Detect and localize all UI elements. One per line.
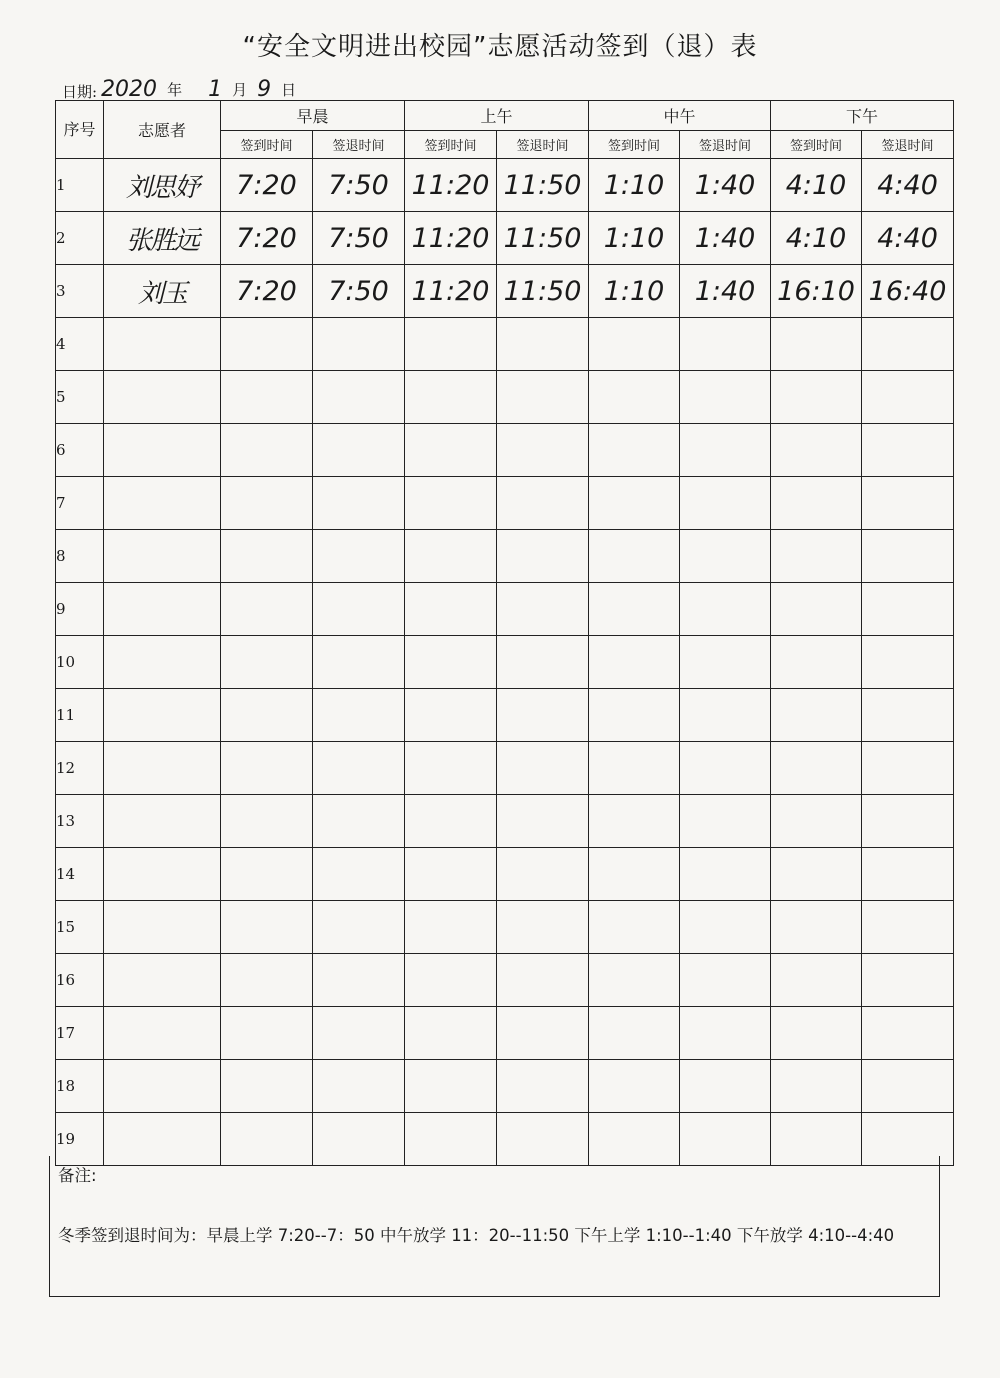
sign-out-time	[680, 742, 771, 795]
notes-text: 冬季签到退时间为：早晨上学 7:20--7：50 中午放学 11：20--11:50 下午上学 1:10--1:40 下午放学 4:10--4:40	[58, 1226, 895, 1245]
sign-out-time: 4:40	[862, 159, 954, 212]
sign-in-header: 签到时间	[771, 131, 862, 159]
seq-header: 序号	[56, 101, 104, 159]
notes-label: 备注:	[58, 1166, 97, 1185]
row-number: 8	[56, 530, 104, 583]
sign-in-time: 1:10	[589, 265, 680, 318]
sign-out-header: 签退时间	[680, 131, 771, 159]
sign-in-time	[221, 901, 313, 954]
sign-in-time	[221, 954, 313, 1007]
table-row	[56, 530, 954, 583]
volunteer-name	[104, 848, 221, 901]
sign-out-time	[497, 901, 589, 954]
sign-in-time	[589, 1060, 680, 1113]
volunteer-name	[104, 424, 221, 477]
row-number: 4	[56, 318, 104, 371]
volunteer-name: 刘玉	[104, 265, 221, 318]
row-number: 6	[56, 424, 104, 477]
table-row	[56, 795, 954, 848]
sign-out-time	[313, 742, 405, 795]
sign-in-time	[589, 530, 680, 583]
volunteer-name	[104, 636, 221, 689]
date-year-unit: 年	[167, 81, 183, 99]
date-month-unit: 月	[232, 81, 248, 99]
sign-out-time	[313, 583, 405, 636]
sign-out-time	[680, 371, 771, 424]
period-forenoon-header: 上午	[405, 101, 589, 131]
sign-in-time	[221, 583, 313, 636]
row-number: 1	[56, 159, 104, 212]
volunteer-name	[104, 583, 221, 636]
sign-in-time	[589, 583, 680, 636]
sign-out-time	[313, 954, 405, 1007]
table-row	[56, 1007, 954, 1060]
sign-in-time	[771, 583, 862, 636]
sign-in-time	[221, 689, 313, 742]
table-row	[56, 477, 954, 530]
period-noon-header: 中午	[589, 101, 771, 131]
sign-out-time: 16:40	[862, 265, 954, 318]
table-row	[56, 583, 954, 636]
sign-out-time	[680, 1007, 771, 1060]
sign-in-time	[221, 530, 313, 583]
sign-out-time	[680, 530, 771, 583]
table-row	[56, 1060, 954, 1113]
sign-in-time: 11:20	[405, 159, 497, 212]
sign-in-time	[771, 371, 862, 424]
table-row	[56, 371, 954, 424]
sign-in-time	[405, 530, 497, 583]
sign-in-time	[771, 954, 862, 1007]
volunteer-name: 刘思妤	[104, 159, 221, 212]
sign-in-time	[221, 1060, 313, 1113]
date-line	[62, 70, 302, 102]
volunteer-name	[104, 530, 221, 583]
sign-in-time	[221, 742, 313, 795]
sign-out-time: 11:50	[497, 159, 589, 212]
row-number: 19	[56, 1113, 104, 1166]
sign-out-time	[313, 689, 405, 742]
sign-in-time: 11:20	[405, 265, 497, 318]
sign-out-time	[313, 318, 405, 371]
volunteer-name: 张胜远	[104, 212, 221, 265]
sign-in-time	[589, 689, 680, 742]
table-row	[56, 212, 954, 265]
sign-in-time	[221, 318, 313, 371]
sign-out-header: 签退时间	[497, 131, 589, 159]
volunteer-name	[104, 742, 221, 795]
sign-in-time	[221, 848, 313, 901]
sign-out-time	[862, 583, 954, 636]
sign-in-time	[771, 848, 862, 901]
sign-out-time	[862, 636, 954, 689]
sign-in-header: 签到时间	[221, 131, 313, 159]
sign-out-time	[313, 530, 405, 583]
sign-out-time	[497, 689, 589, 742]
sign-out-time: 7:50	[313, 212, 405, 265]
sign-in-time	[221, 371, 313, 424]
sign-out-time	[497, 954, 589, 1007]
sign-out-time	[313, 795, 405, 848]
sign-in-time	[771, 1007, 862, 1060]
sign-out-header: 签退时间	[862, 131, 954, 159]
date-year: 2020	[101, 77, 158, 102]
table-row	[56, 689, 954, 742]
sign-out-time	[313, 371, 405, 424]
sign-out-time	[497, 1060, 589, 1113]
sign-out-time	[680, 424, 771, 477]
sign-out-time	[680, 689, 771, 742]
sign-in-header: 签到时间	[405, 131, 497, 159]
sign-out-time	[497, 477, 589, 530]
sign-in-time	[221, 1007, 313, 1060]
volunteer-name	[104, 318, 221, 371]
sign-out-time	[680, 795, 771, 848]
sign-in-time: 16:10	[771, 265, 862, 318]
sign-out-time: 11:50	[497, 265, 589, 318]
period-afternoon-header: 下午	[771, 101, 954, 131]
sign-in-time	[771, 1060, 862, 1113]
sign-out-time	[313, 901, 405, 954]
table-row	[56, 901, 954, 954]
table-row	[56, 954, 954, 1007]
sign-out-header: 签退时间	[313, 131, 405, 159]
row-number: 16	[56, 954, 104, 1007]
volunteer-name	[104, 1007, 221, 1060]
sign-out-time	[313, 636, 405, 689]
date-day: 9	[257, 77, 272, 102]
sign-out-time	[497, 583, 589, 636]
sign-in-time	[221, 636, 313, 689]
sign-out-time	[862, 1060, 954, 1113]
sign-out-time	[680, 477, 771, 530]
sign-out-time	[862, 901, 954, 954]
sign-in-time	[771, 689, 862, 742]
row-number: 10	[56, 636, 104, 689]
sign-out-time	[862, 954, 954, 1007]
row-number: 17	[56, 1007, 104, 1060]
sign-in-time	[589, 795, 680, 848]
volunteer-name	[104, 954, 221, 1007]
sign-in-time	[221, 477, 313, 530]
sign-in-time: 1:10	[589, 212, 680, 265]
row-number: 15	[56, 901, 104, 954]
sign-out-time	[862, 530, 954, 583]
sign-out-time: 1:40	[680, 212, 771, 265]
sign-in-time	[405, 848, 497, 901]
sign-out-time	[497, 371, 589, 424]
sign-out-time	[862, 1007, 954, 1060]
sign-out-time	[497, 848, 589, 901]
form-title: “安全文明进出校园”志愿活动签到（退）表	[242, 32, 758, 62]
sign-out-time: 4:40	[862, 212, 954, 265]
sign-in-time	[589, 636, 680, 689]
date-label: 日期:	[62, 83, 98, 101]
sign-out-time	[497, 424, 589, 477]
sign-in-time	[771, 477, 862, 530]
table-row	[56, 318, 954, 371]
sign-in-time	[405, 318, 497, 371]
sign-out-time	[313, 424, 405, 477]
volunteer-name	[104, 689, 221, 742]
sign-in-time	[405, 689, 497, 742]
sign-in-time	[405, 901, 497, 954]
table-row	[56, 636, 954, 689]
sign-in-time: 4:10	[771, 159, 862, 212]
sign-out-time	[680, 636, 771, 689]
sign-out-time	[862, 848, 954, 901]
row-number: 3	[56, 265, 104, 318]
sign-in-time	[589, 371, 680, 424]
sign-in-time	[771, 901, 862, 954]
sign-out-time	[497, 530, 589, 583]
sign-out-time	[862, 371, 954, 424]
row-number: 7	[56, 477, 104, 530]
table-row	[56, 159, 954, 212]
sign-in-time	[405, 636, 497, 689]
sign-in-time	[589, 954, 680, 1007]
table-row	[56, 848, 954, 901]
sign-in-time	[589, 1007, 680, 1060]
sign-in-time: 7:20	[221, 265, 313, 318]
row-number: 5	[56, 371, 104, 424]
sign-in-time	[771, 636, 862, 689]
row-number: 9	[56, 583, 104, 636]
sign-in-time	[771, 795, 862, 848]
sign-in-time: 7:20	[221, 159, 313, 212]
sign-in-time	[405, 795, 497, 848]
sign-in-time: 7:20	[221, 212, 313, 265]
row-number: 11	[56, 689, 104, 742]
sign-out-time: 11:50	[497, 212, 589, 265]
sign-out-time	[680, 1060, 771, 1113]
sign-in-time	[589, 424, 680, 477]
sign-in-time	[589, 848, 680, 901]
row-number: 18	[56, 1060, 104, 1113]
sign-out-time	[680, 318, 771, 371]
sign-out-time	[313, 477, 405, 530]
sign-out-time	[862, 477, 954, 530]
row-number: 14	[56, 848, 104, 901]
sign-in-time	[405, 477, 497, 530]
sign-in-time: 1:10	[589, 159, 680, 212]
sign-in-time	[771, 424, 862, 477]
date-month: 1	[208, 77, 223, 102]
sign-in-time	[221, 795, 313, 848]
sign-in-time	[405, 1007, 497, 1060]
date-day-unit: 日	[281, 81, 297, 99]
sign-out-time	[313, 848, 405, 901]
period-morning-header: 早晨	[221, 101, 405, 131]
sign-out-time	[862, 689, 954, 742]
table-row	[56, 742, 954, 795]
sign-in-table	[55, 100, 954, 1166]
sign-out-time: 1:40	[680, 265, 771, 318]
sign-in-time	[405, 371, 497, 424]
sign-out-time	[497, 1007, 589, 1060]
sign-out-time	[680, 954, 771, 1007]
sign-out-time	[680, 901, 771, 954]
sign-in-time	[405, 742, 497, 795]
sign-in-time	[405, 583, 497, 636]
sign-out-time	[497, 795, 589, 848]
sign-out-time: 7:50	[313, 265, 405, 318]
sign-out-time	[680, 848, 771, 901]
sign-in-time	[771, 530, 862, 583]
table-row	[56, 424, 954, 477]
sign-out-time	[497, 636, 589, 689]
sign-in-time	[405, 1060, 497, 1113]
sign-out-time	[862, 795, 954, 848]
sign-in-time	[589, 318, 680, 371]
volunteer-name	[104, 795, 221, 848]
sign-in-time	[221, 424, 313, 477]
sign-out-time	[313, 1007, 405, 1060]
sign-in-header: 签到时间	[589, 131, 680, 159]
volunteer-header: 志愿者	[104, 101, 221, 159]
sign-out-time	[313, 1060, 405, 1113]
sign-in-time	[771, 318, 862, 371]
sign-out-time	[862, 742, 954, 795]
sign-in-time	[589, 742, 680, 795]
sign-in-time	[589, 477, 680, 530]
sign-out-time	[862, 318, 954, 371]
sign-in-time	[589, 901, 680, 954]
sign-out-time	[497, 318, 589, 371]
volunteer-name	[104, 1060, 221, 1113]
sign-in-time: 11:20	[405, 212, 497, 265]
sign-in-time: 4:10	[771, 212, 862, 265]
sign-in-time	[405, 424, 497, 477]
row-number: 12	[56, 742, 104, 795]
notes-box	[49, 1156, 940, 1297]
row-number: 13	[56, 795, 104, 848]
sign-out-time	[680, 583, 771, 636]
sign-out-time	[862, 424, 954, 477]
volunteer-name	[104, 477, 221, 530]
row-number: 2	[56, 212, 104, 265]
sign-out-time: 7:50	[313, 159, 405, 212]
table-row	[56, 265, 954, 318]
volunteer-name	[104, 901, 221, 954]
sign-out-time: 1:40	[680, 159, 771, 212]
volunteer-name	[104, 371, 221, 424]
sign-out-time	[497, 742, 589, 795]
sign-in-time	[771, 742, 862, 795]
sign-in-time	[405, 954, 497, 1007]
